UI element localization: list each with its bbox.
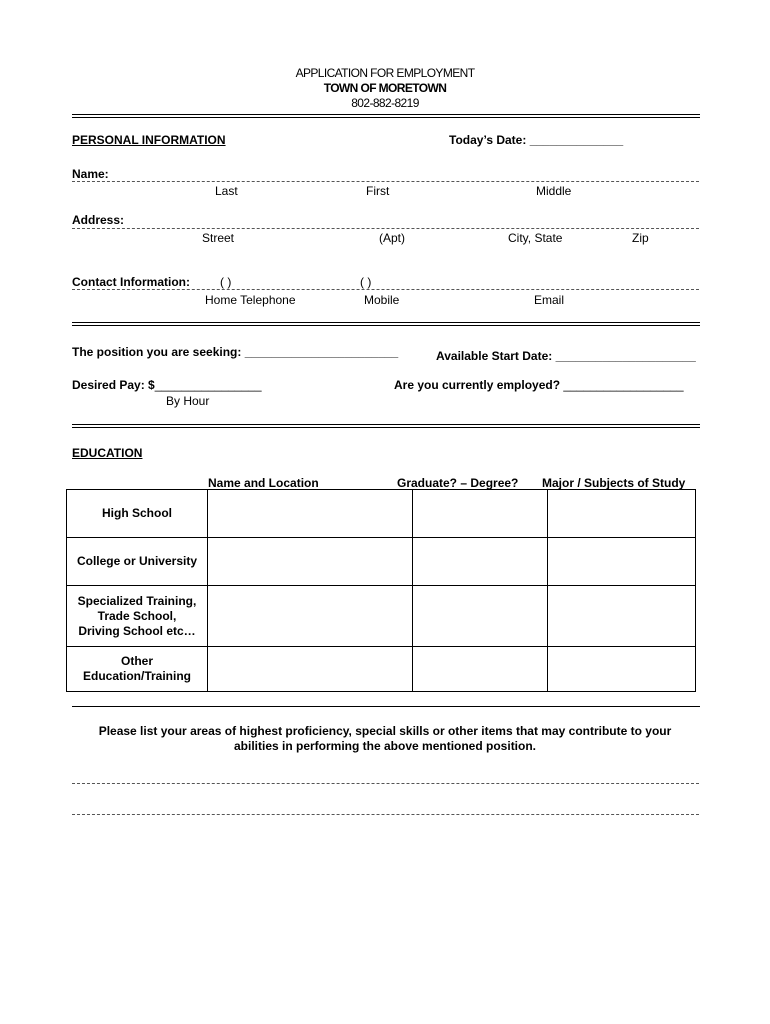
mobile-caption: Mobile xyxy=(364,293,400,307)
mobile-phone-paren: ( ) xyxy=(360,275,372,289)
col-name-location: Name and Location xyxy=(208,476,319,490)
address-line[interactable] xyxy=(72,228,699,229)
name-label: Name: xyxy=(72,167,109,181)
specialized-name-cell[interactable] xyxy=(208,586,413,647)
town-phone: 802-882-8219 xyxy=(351,96,419,110)
town-name: TOWN OF MORETOWN xyxy=(323,81,447,95)
currently-employed-label: Are you currently employed? xyxy=(394,378,561,392)
desired-pay-label: Desired Pay: $ xyxy=(72,378,155,392)
personal-divider xyxy=(72,322,700,326)
todays-date-blank: ______________ xyxy=(529,133,624,147)
address-label: Address: xyxy=(72,213,125,227)
college-degree-cell[interactable] xyxy=(413,538,548,586)
form-title: APPLICATION FOR EMPLOYMENT xyxy=(295,66,475,80)
row-label-high-school: High School xyxy=(67,490,208,538)
skills-prompt-line2: abilities in performing the above mentioned position. xyxy=(233,739,537,753)
skills-prompt-line1: Please list your areas of highest proficiency, special skills or other items that may contribute to your xyxy=(98,724,672,738)
skills-answer-line-2[interactable] xyxy=(72,814,699,815)
position-seeking-blank: _______________________ xyxy=(244,345,399,359)
other-degree-cell[interactable] xyxy=(413,647,548,692)
todays-date-field[interactable] xyxy=(449,133,623,147)
email-caption: Email xyxy=(534,293,565,307)
col-graduate-degree: Graduate? – Degree? xyxy=(397,476,519,490)
row-label-specialized-training: Specialized Training, Trade School, Driving School etc… xyxy=(67,586,208,647)
specialized-degree-cell[interactable] xyxy=(413,586,548,647)
address-zip-caption: Zip xyxy=(632,231,649,245)
specialized-major-cell[interactable] xyxy=(548,586,696,647)
position-seeking-field[interactable] xyxy=(72,345,398,359)
high-school-name-cell[interactable] xyxy=(208,490,413,538)
education-table xyxy=(66,489,696,692)
high-school-major-cell[interactable] xyxy=(548,490,696,538)
start-date-label: Available Start Date: xyxy=(436,349,553,363)
skills-answer-line-1[interactable] xyxy=(72,783,699,784)
pay-unit-caption: By Hour xyxy=(166,394,210,408)
education-divider xyxy=(72,706,700,707)
name-first-caption: First xyxy=(366,184,390,198)
table-row xyxy=(67,647,696,692)
table-row xyxy=(67,490,696,538)
table-row xyxy=(67,538,696,586)
currently-employed-field[interactable] xyxy=(394,378,684,392)
start-date-field[interactable] xyxy=(436,349,696,363)
home-phone-paren: ( ) xyxy=(220,275,232,289)
name-last-caption: Last xyxy=(215,184,238,198)
personal-info-heading: PERSONAL INFORMATION xyxy=(72,133,226,147)
contact-label: Contact Information: xyxy=(72,275,190,289)
college-major-cell[interactable] xyxy=(548,538,696,586)
desired-pay-field[interactable] xyxy=(72,378,262,392)
col-major-subjects: Major / Subjects of Study xyxy=(542,476,686,490)
education-heading: EDUCATION xyxy=(72,446,143,460)
name-middle-caption: Middle xyxy=(536,184,572,198)
college-name-cell[interactable] xyxy=(208,538,413,586)
position-divider xyxy=(72,424,700,428)
home-telephone-caption: Home Telephone xyxy=(205,293,296,307)
other-major-cell[interactable] xyxy=(548,647,696,692)
row-label-other-education: Other Education/Training xyxy=(67,647,208,692)
start-date-blank: _____________________ xyxy=(555,349,696,363)
address-city-state-caption: City, State xyxy=(508,231,563,245)
position-seeking-label: The position you are seeking: xyxy=(72,345,242,359)
table-row xyxy=(67,586,696,647)
name-line[interactable] xyxy=(72,181,699,182)
header-divider xyxy=(72,114,700,118)
currently-employed-blank: __________________ xyxy=(563,378,684,392)
address-street-caption: Street xyxy=(202,231,235,245)
address-apt-caption: (Apt) xyxy=(379,231,406,245)
other-name-cell[interactable] xyxy=(208,647,413,692)
row-label-college: College or University xyxy=(67,538,208,586)
todays-date-label: Today’s Date: xyxy=(449,133,527,147)
high-school-degree-cell[interactable] xyxy=(413,490,548,538)
contact-line[interactable] xyxy=(72,289,699,290)
desired-pay-blank: ________________ xyxy=(154,378,262,392)
